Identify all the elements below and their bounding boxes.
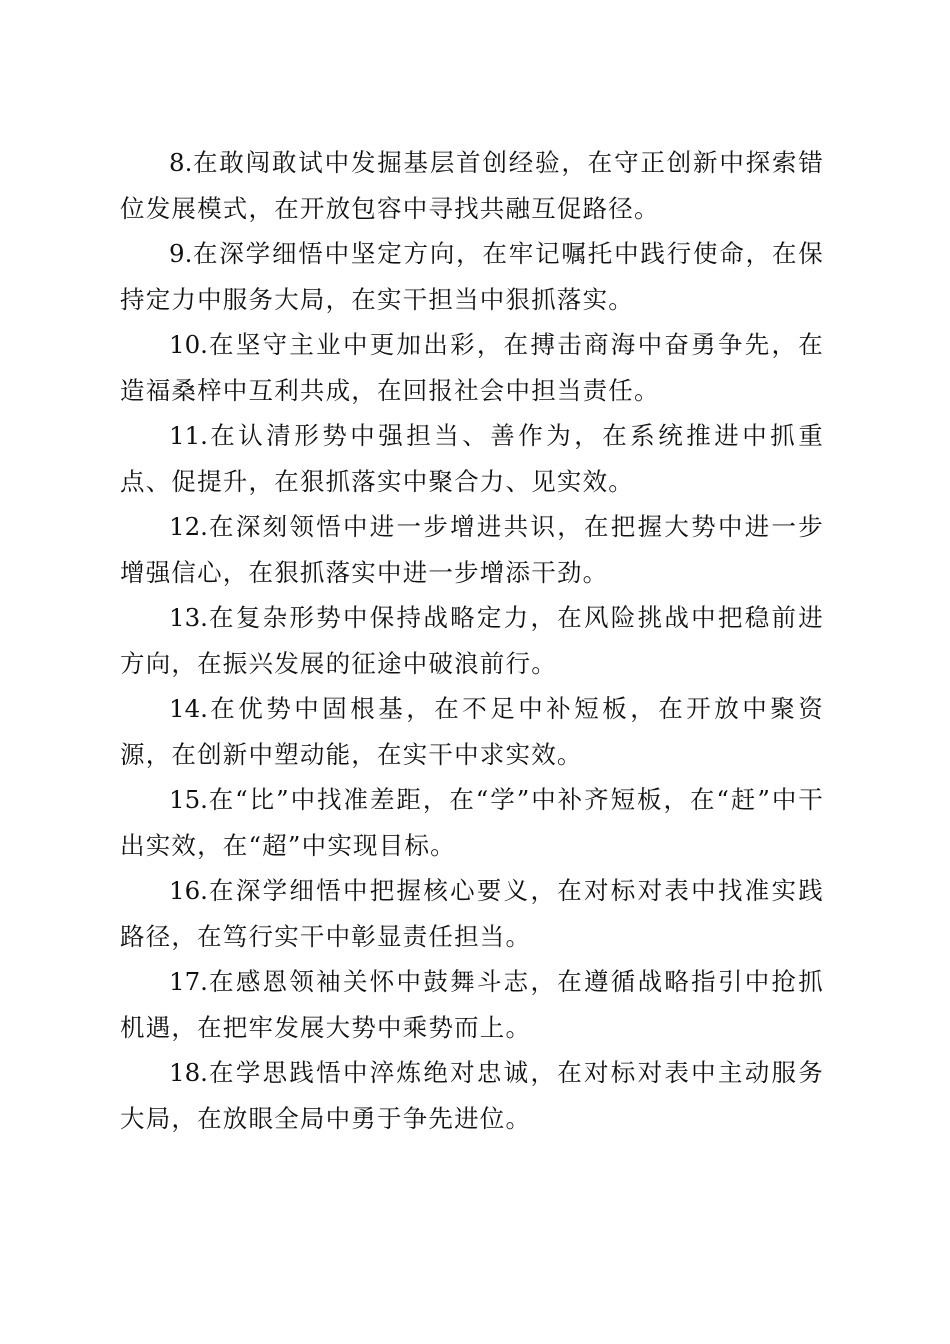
paragraph-item-15 <box>120 777 824 868</box>
item-number: 16. <box>169 876 208 905</box>
item-number: 17. <box>169 967 208 996</box>
paragraph-item-9 <box>120 231 824 322</box>
item-number: 15. <box>169 785 208 814</box>
paragraph-item-17 <box>120 959 824 1050</box>
document-page <box>120 140 824 1141</box>
item-text: 在认清形势中强担当、善作为，在系统推进中抓重点、促提升，在狠抓落实中聚合力、见实效。 <box>120 421 824 496</box>
item-text: 在学思践悟中淬炼绝对忠诚，在对标对表中主动服务大局，在放眼全局中勇于争先进位。 <box>120 1058 824 1133</box>
item-text: 在深刻领悟中进一步增进共识，在把握大势中进一步增强信心，在狠抓落实中进一步增添干劲。 <box>120 512 824 587</box>
item-number: 10. <box>169 330 208 359</box>
paragraph-item-10 <box>120 322 824 413</box>
item-text: 在优势中固根基，在不足中补短板，在开放中聚资源，在创新中塑动能，在实干中求实效。 <box>120 694 824 769</box>
item-number: 8. <box>169 148 193 177</box>
item-text: 在深学细悟中坚定方向，在牢记嘱托中践行使命，在保持定力中服务大局，在实干担当中狠抓落实。 <box>120 239 824 314</box>
item-number: 9. <box>169 239 193 268</box>
item-text: 在复杂形势中保持战略定力，在风险挑战中把稳前进方向，在振兴发展的征途中破浪前行。 <box>120 603 824 678</box>
item-text: 在深学细悟中把握核心要义，在对标对表中找准实践路径，在笃行实干中彰显责任担当。 <box>120 876 824 951</box>
paragraph-item-13 <box>120 595 824 686</box>
item-number: 13. <box>169 603 208 632</box>
item-text: 在敢闯敢试中发掘基层首创经验，在守正创新中探索错位发展模式，在开放包容中寻找共融互促路径。 <box>120 148 824 223</box>
item-text: 在感恩领袖关怀中鼓舞斗志，在遵循战略指引中抢抓机遇，在把牢发展大势中乘势而上。 <box>120 967 824 1042</box>
item-number: 14. <box>169 694 208 723</box>
item-text: 在坚守主业中更加出彩，在搏击商海中奋勇争先，在造福桑梓中互利共成，在回报社会中担当责任。 <box>120 330 824 405</box>
paragraph-item-18 <box>120 1050 824 1141</box>
item-text: 在“比”中找准差距，在“学”中补齐短板，在“赶”中干出实效，在“超”中实现目标。 <box>120 785 824 860</box>
item-number: 11. <box>169 421 208 450</box>
item-number: 18. <box>169 1058 208 1087</box>
item-number: 12. <box>169 512 208 541</box>
paragraph-item-11 <box>120 413 824 504</box>
paragraph-item-14 <box>120 686 824 777</box>
paragraph-item-16 <box>120 868 824 959</box>
paragraph-item-12 <box>120 504 824 595</box>
paragraph-item-8 <box>120 140 824 231</box>
